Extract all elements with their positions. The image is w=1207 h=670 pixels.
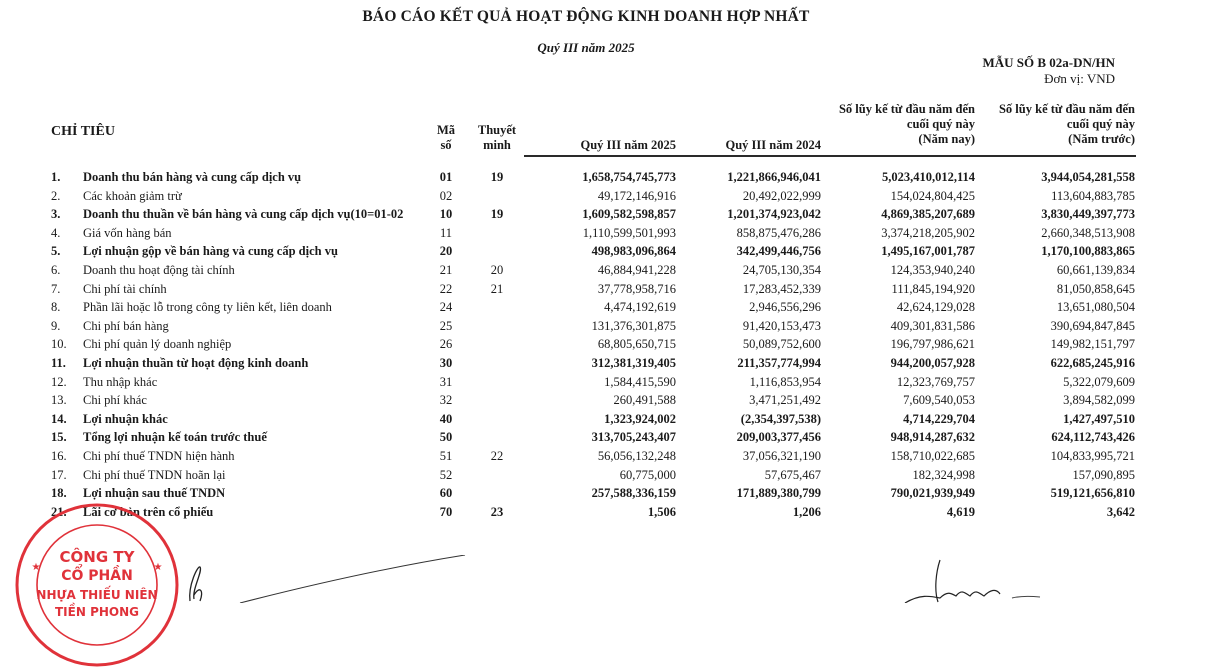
report-period: Quý III năm 2025 [537, 40, 635, 55]
row-code: 60 [439, 486, 453, 501]
header-code [432, 123, 460, 153]
row-label: Chi phí tài chính [83, 281, 167, 296]
row-q3-2024: 1,201,374,923,042 [727, 207, 821, 222]
row-ytd-prior: 149,982,151,797 [1050, 337, 1135, 352]
row-q3-2025: 1,110,599,501,993 [582, 225, 676, 240]
row-q3-2025: 1,609,582,598,857 [582, 207, 676, 222]
row-code: 22 [439, 281, 453, 296]
row-ytd-current: 124,353,940,240 [890, 262, 975, 277]
row-number: 21. [51, 504, 67, 519]
row-number: 6. [51, 262, 61, 277]
row-q3-2024: 50,089,752,600 [742, 337, 821, 352]
row-ytd-prior: 3,830,449,397,773 [1041, 207, 1135, 222]
stamp-line3: NHỰA THIẾU NIÊN [36, 588, 158, 602]
row-label: Lãi cơ bản trên cổ phiếu [83, 504, 214, 519]
row-q3-2025: 46,884,941,228 [597, 262, 676, 277]
row-code: 70 [439, 504, 453, 519]
row-q3-2024: 91,420,153,473 [742, 318, 821, 333]
table-row [0, 298, 1207, 317]
header-ytd-current-line3: (Năm nay) [918, 132, 975, 146]
row-q3-2024: 171,889,380,799 [736, 486, 821, 501]
row-q3-2024: 209,003,377,456 [736, 430, 821, 445]
row-note: 22 [490, 448, 504, 463]
row-code: 21 [439, 262, 453, 277]
row-note: 19 [490, 207, 504, 222]
table-row [0, 484, 1207, 503]
row-code: 10 [439, 207, 453, 222]
row-label: Chi phí thuế TNDN hiện hành [83, 448, 235, 463]
row-ytd-prior: 1,427,497,510 [1063, 411, 1135, 426]
table-row [0, 224, 1207, 243]
row-number: 5. [51, 244, 61, 259]
row-q3-2025: 1,584,415,590 [604, 374, 676, 389]
row-code: 25 [439, 318, 453, 333]
row-q3-2024: 1,206 [792, 504, 821, 519]
row-q3-2024: 24,705,130,354 [742, 262, 821, 277]
row-note: 20 [490, 262, 504, 277]
row-number: 14. [51, 411, 67, 426]
row-q3-2025: 1,658,754,745,773 [582, 170, 676, 184]
row-label: Lợi nhuận khác [83, 411, 168, 426]
row-number: 1. [51, 170, 61, 184]
row-note: 19 [490, 170, 504, 184]
table-row [0, 410, 1207, 429]
row-code: 31 [439, 374, 453, 389]
header-note-line2: minh [483, 138, 511, 152]
row-number: 9. [51, 318, 61, 333]
row-ytd-current: 42,624,129,028 [896, 300, 975, 315]
row-q3-2025: 313,705,243,407 [591, 430, 676, 445]
row-code: 52 [439, 467, 453, 482]
stamp-line1: CÔNG TY [59, 548, 135, 566]
table-row [0, 391, 1207, 410]
header-ytd-current-line1: Số lũy kế từ đầu năm đến [838, 102, 975, 116]
table-row [0, 187, 1207, 206]
row-ytd-prior: 5,322,079,609 [1063, 374, 1135, 389]
row-ytd-prior: 81,050,858,645 [1056, 281, 1135, 296]
row-label: Lợi nhuận sau thuế TNDN [83, 486, 226, 501]
table-row [0, 280, 1207, 299]
row-label: Phần lãi hoặc lỗ trong công ty liên kết, liên doanh [83, 300, 332, 315]
row-code: 51 [439, 448, 453, 463]
row-ytd-prior: 104,833,995,721 [1050, 448, 1135, 463]
table-row [0, 168, 1207, 187]
header-ytd-prior-line2: cuối quý này [1066, 117, 1135, 131]
row-ytd-prior: 3,944,054,281,558 [1041, 170, 1135, 184]
row-ytd-current: 154,024,804,425 [890, 188, 975, 203]
row-ytd-prior: 60,661,139,834 [1056, 262, 1135, 277]
row-ytd-prior: 13,651,080,504 [1056, 300, 1135, 315]
row-ytd-current: 948,914,287,632 [890, 430, 975, 445]
header-code-line1: Mã [436, 123, 456, 137]
row-code: 50 [439, 430, 453, 445]
row-number: 2. [51, 188, 61, 203]
row-ytd-prior: 113,604,883,785 [1051, 188, 1135, 203]
row-q3-2024: 211,357,774,994 [737, 355, 821, 370]
row-ytd-current: 196,797,986,621 [890, 337, 975, 352]
header-note-line1: Thuyết [477, 123, 517, 137]
row-q3-2025: 312,381,319,405 [591, 355, 676, 370]
row-ytd-prior: 157,090,895 [1072, 467, 1135, 482]
table-row [0, 261, 1207, 280]
row-code: 11 [439, 225, 453, 240]
row-q3-2024: 1,116,853,954 [749, 374, 821, 389]
row-number: 8. [51, 300, 61, 315]
header-q3-2025: Quý III năm 2025 [580, 138, 676, 152]
row-number: 17. [51, 467, 67, 482]
table-row [0, 335, 1207, 354]
row-ytd-current: 5,023,410,012,114 [881, 170, 975, 184]
row-label: Các khoản giảm trừ [83, 188, 182, 203]
row-number: 10. [51, 337, 67, 352]
currency-unit: Đơn vị: VND [1044, 71, 1115, 86]
svg-text:★: ★ [153, 562, 163, 573]
row-q3-2025: 498,983,096,864 [591, 244, 676, 259]
row-q3-2025: 68,805,650,715 [597, 337, 676, 352]
row-ytd-current: 182,324,998 [912, 467, 975, 482]
table-row [0, 466, 1207, 485]
row-ytd-current: 158,710,022,685 [890, 448, 975, 463]
row-label: Doanh thu hoạt động tài chính [83, 262, 235, 277]
signature-right-icon [900, 550, 1060, 603]
table-row [0, 242, 1207, 261]
row-q3-2024: 57,675,467 [764, 467, 821, 482]
row-code: 30 [439, 355, 453, 370]
row-ytd-prior: 3,642 [1106, 504, 1135, 519]
svg-text:★: ★ [31, 562, 41, 573]
row-label: Lợi nhuận thuần từ hoạt động kinh doanh [83, 355, 309, 370]
row-note: 23 [490, 504, 504, 519]
row-q3-2024: 37,056,321,190 [742, 448, 821, 463]
table-row [0, 373, 1207, 392]
header-ytd-current-line2: cuối quý này [906, 117, 975, 131]
report-title: BÁO CÁO KẾT QUẢ HOẠT ĐỘNG KINH DOANH HỢP NHẤT [362, 8, 810, 25]
row-code: 02 [439, 188, 453, 203]
row-code: 01 [439, 170, 453, 184]
row-ytd-current: 3,374,218,205,902 [881, 225, 975, 240]
form-code: MẪU SỐ B 02a-DN/HN [982, 55, 1115, 70]
row-q3-2024: 3,471,251,492 [749, 393, 821, 408]
header-ytd-prior-line1: Số lũy kế từ đầu năm đến [998, 102, 1135, 116]
row-ytd-current: 12,323,769,757 [896, 374, 975, 389]
row-q3-2025: 1,506 [647, 504, 676, 519]
row-label: Chi phí bán hàng [83, 318, 169, 333]
row-number: 3. [51, 207, 61, 222]
row-q3-2024: 17,283,452,339 [742, 281, 821, 296]
row-q3-2024: 2,946,556,296 [749, 300, 821, 315]
row-q3-2024: 858,875,476,286 [736, 225, 821, 240]
row-code: 40 [439, 411, 453, 426]
header-underline [524, 155, 1136, 157]
row-number: 11. [51, 355, 66, 370]
row-q3-2024: 342,499,446,756 [736, 244, 821, 259]
stamp-line4: TIỀN PHONG [55, 605, 139, 619]
row-note: 21 [490, 281, 504, 296]
row-q3-2025: 56,056,132,248 [597, 448, 676, 463]
row-ytd-current: 4,619 [946, 504, 975, 519]
row-number: 16. [51, 448, 67, 463]
header-note [472, 123, 522, 153]
row-label: Doanh thu bán hàng và cung cấp dịch vụ [83, 170, 302, 184]
row-code: 20 [439, 244, 453, 259]
header-ytd-prior [980, 102, 1135, 147]
table-row [0, 317, 1207, 336]
header-ytd-current [820, 102, 975, 147]
row-q3-2025: 131,376,301,875 [591, 318, 676, 333]
table-row [0, 503, 1207, 522]
row-label: Giá vốn hàng bán [83, 225, 172, 240]
row-code: 32 [439, 393, 453, 408]
row-ytd-prior: 2,660,348,513,908 [1041, 225, 1135, 240]
header-q3-2024: Quý III năm 2024 [725, 138, 821, 152]
row-number: 7. [51, 281, 61, 296]
row-q3-2025: 60,775,000 [619, 467, 676, 482]
row-q3-2025: 260,491,588 [613, 393, 676, 408]
row-label: Tổng lợi nhuận kế toán trước thuế [83, 430, 267, 445]
row-ytd-prior: 3,894,582,099 [1063, 393, 1135, 408]
row-q3-2025: 49,172,146,916 [597, 188, 676, 203]
row-label: Chi phí khác [83, 393, 147, 408]
row-label: Lợi nhuận gộp về bán hàng và cung cấp dịch vụ [83, 244, 338, 259]
header-code-line2: số [440, 138, 452, 152]
header-ytd-prior-line3: (Năm trước) [1068, 132, 1135, 146]
row-code: 24 [439, 300, 453, 315]
table-row [0, 428, 1207, 447]
row-ytd-current: 4,714,229,704 [903, 411, 975, 426]
row-ytd-prior: 622,685,245,916 [1050, 355, 1135, 370]
row-ytd-prior: 519,121,656,810 [1050, 486, 1135, 501]
row-number: 15. [51, 430, 67, 445]
table-row [0, 205, 1207, 224]
table-row [0, 447, 1207, 466]
row-label: Thu nhập khác [83, 374, 158, 389]
row-label: Doanh thu thuần về bán hàng và cung cấp dịch vụ(10=01-02 [83, 207, 404, 222]
row-ytd-current: 944,200,057,928 [890, 355, 975, 370]
row-ytd-current: 409,301,831,586 [890, 318, 975, 333]
row-q3-2025: 257,588,336,159 [591, 486, 676, 501]
row-number: 18. [51, 486, 67, 501]
row-ytd-current: 7,609,540,053 [903, 393, 975, 408]
table-row [0, 354, 1207, 373]
row-ytd-current: 4,869,385,207,689 [881, 207, 975, 222]
row-q3-2024: 1,221,866,946,041 [727, 170, 821, 184]
row-q3-2024: (2,354,397,538) [740, 411, 821, 426]
company-stamp-icon [12, 500, 182, 670]
income-statement-table [0, 168, 1207, 521]
row-ytd-prior: 624,112,743,426 [1051, 430, 1135, 445]
row-label: Chi phí quản lý doanh nghiệp [83, 337, 232, 352]
row-ytd-current: 111,845,194,920 [891, 281, 975, 296]
signature-left-icon [170, 555, 470, 603]
row-number: 4. [51, 225, 61, 240]
row-q3-2024: 20,492,022,999 [742, 188, 821, 203]
row-q3-2025: 4,474,192,619 [604, 300, 676, 315]
stamp-line2: CỔ PHẦN [61, 568, 133, 584]
row-ytd-current: 1,495,167,001,787 [881, 244, 975, 259]
row-q3-2025: 37,778,958,716 [597, 281, 676, 296]
header-item: CHỈ TIÊU [51, 124, 115, 139]
row-q3-2025: 1,323,924,002 [604, 411, 676, 426]
row-label: Chi phí thuế TNDN hoãn lại [83, 467, 226, 482]
row-ytd-prior: 390,694,847,845 [1050, 318, 1135, 333]
row-ytd-current: 790,021,939,949 [890, 486, 975, 501]
row-code: 26 [439, 337, 453, 352]
row-number: 12. [51, 374, 67, 389]
row-ytd-prior: 1,170,100,883,865 [1041, 244, 1135, 259]
row-number: 13. [51, 393, 67, 408]
